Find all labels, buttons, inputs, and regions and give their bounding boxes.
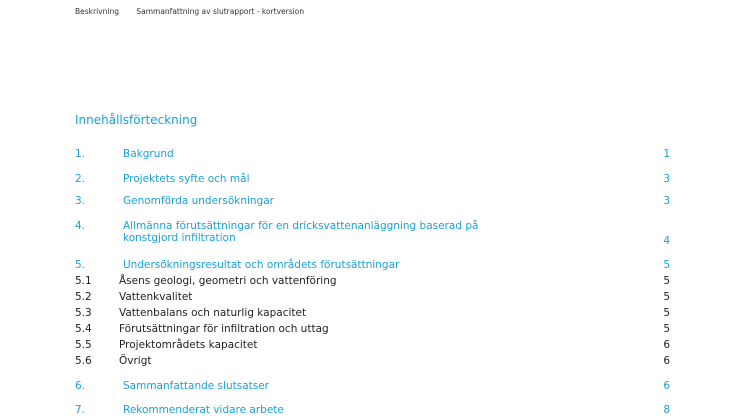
toc-entry-number: 2. (75, 173, 86, 185)
toc-entry-title: Genomförda undersökningar (123, 195, 274, 207)
toc-entry-title: Projektområdets kapacitet (119, 339, 258, 351)
toc-entry-page: 5 (663, 291, 670, 303)
header-document-title: Sammanfattning av slutrapport - kortversion (136, 7, 305, 16)
toc-entry-title: Förutsättningar för infiltration och uttag (119, 323, 329, 335)
toc-entry-number: 7. (75, 404, 86, 416)
toc-entry-page: 8 (663, 404, 670, 416)
toc-entry-number: 5.1 (75, 275, 92, 287)
toc-entry-title-line1: Allmänna förutsättningar för en dricksvattenanläggning baserad på (123, 220, 479, 232)
toc-entry-title: Bakgrund (123, 148, 174, 160)
toc-title: Innehållsförteckning (75, 113, 198, 127)
header-section: Beskrivning (75, 7, 119, 16)
toc-entry-number: 5.5 (75, 339, 92, 351)
toc-entry-number: 5.4 (75, 323, 92, 335)
toc-entry-page: 6 (663, 380, 670, 392)
toc-entry-number: 5.2 (75, 291, 92, 303)
toc-entry-title: Rekommenderat vidare arbete (123, 404, 284, 416)
toc-entry-page: 5 (663, 307, 670, 319)
toc-entry-title-line2: konstgjord infiltration (123, 232, 236, 244)
toc-entry-page: 3 (663, 195, 670, 207)
toc-entry-page: 4 (663, 235, 670, 247)
page-header (75, 7, 304, 16)
toc-entry-title: Åsens geologi, geometri och vattenföring (119, 275, 337, 287)
toc-entry-page: 1 (663, 148, 670, 160)
toc-entry-title: Övrigt (119, 355, 152, 367)
toc-entry-page: 6 (663, 339, 670, 351)
toc-entry-page: 5 (663, 275, 670, 287)
toc-entry-title: Undersökningsresultat och områdets förutsättningar (123, 259, 400, 271)
toc-entry-number: 6. (75, 380, 86, 392)
toc-entry-title (123, 220, 593, 244)
toc-entry-page: 5 (663, 323, 670, 335)
toc-entry-page: 6 (663, 355, 670, 367)
toc-entry-number: 4. (75, 220, 86, 232)
toc-entry-number: 1. (75, 148, 86, 160)
toc-entry-page: 5 (663, 259, 670, 271)
toc-entry-page: 3 (663, 173, 670, 185)
toc-entry-number: 5. (75, 259, 86, 271)
toc-entry-number: 5.6 (75, 355, 92, 367)
toc-entry-title: Sammanfattande slutsatser (123, 380, 269, 392)
toc-entry-number: 5.3 (75, 307, 92, 319)
toc-entry-title: Vattenbalans och naturlig kapacitet (119, 307, 307, 319)
toc-entry-title: Projektets syfte och mål (123, 173, 250, 185)
toc-entry-title: Vattenkvalitet (119, 291, 193, 303)
toc-entry-number: 3. (75, 195, 86, 207)
